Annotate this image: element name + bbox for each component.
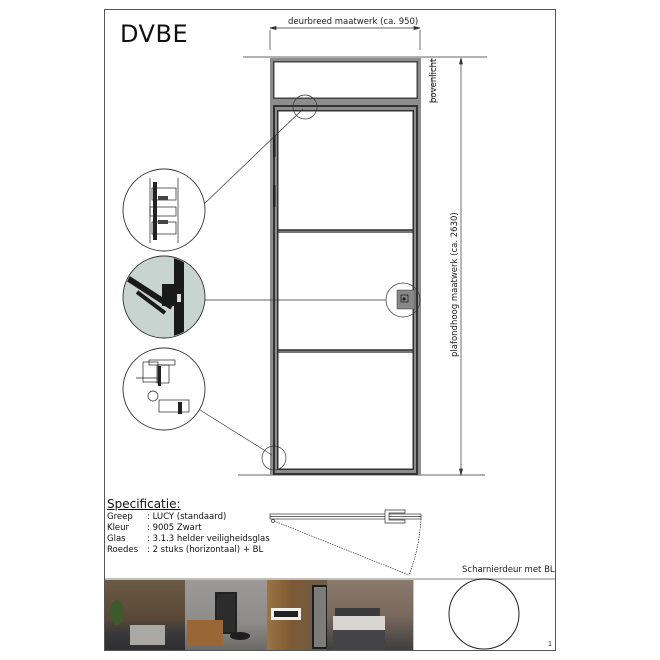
- plan-view-caption: Scharnierdeur met BL: [462, 565, 555, 575]
- spec-key: Greep: [107, 512, 133, 522]
- spec-value: : LUCY (standaard): [147, 512, 227, 522]
- spec-value: : 9005 Zwart: [147, 523, 202, 533]
- living-room-photo: [105, 580, 185, 650]
- lounge-photo: [185, 580, 267, 650]
- spec-row-handle: [107, 512, 270, 523]
- specification-heading: Specificatie:: [107, 497, 181, 511]
- spec-value: : 3.1.3 helder veiligheidsglas: [147, 534, 270, 544]
- transom-frame: [270, 58, 421, 102]
- spec-key: Glas: [107, 534, 126, 544]
- document-title: DVBE: [120, 20, 189, 48]
- door-frame: [270, 102, 421, 475]
- height-dimension-label: plafondhoog maatwerk (ca. 2630): [450, 212, 460, 357]
- spec-row-glass: [107, 534, 270, 545]
- top-profile-detail: [123, 169, 205, 251]
- photo-strip: [105, 580, 413, 650]
- spec-row-color: [107, 523, 270, 534]
- plan-view: [270, 510, 421, 575]
- width-dimension: [270, 27, 420, 51]
- stamp-circle: [449, 579, 519, 649]
- specification-block: [107, 497, 270, 556]
- spec-row-bars: [107, 545, 270, 556]
- bedroom-photo: [327, 580, 413, 650]
- spec-key: Kleur: [107, 523, 130, 533]
- handle-detail-photo: [118, 250, 205, 345]
- spec-value: : 2 stuks (horizontaal) + BL: [147, 545, 264, 555]
- transom-dimension-label: bovenlicht: [429, 58, 439, 103]
- fireplace-photo: [267, 580, 327, 650]
- bottom-hinge-detail: [123, 348, 205, 430]
- spec-key: Roedes: [107, 545, 139, 555]
- width-dimension-label: deurbreed maatwerk (ca. 950): [288, 17, 419, 27]
- door-handle: [397, 290, 415, 309]
- page-number: 1: [548, 641, 552, 648]
